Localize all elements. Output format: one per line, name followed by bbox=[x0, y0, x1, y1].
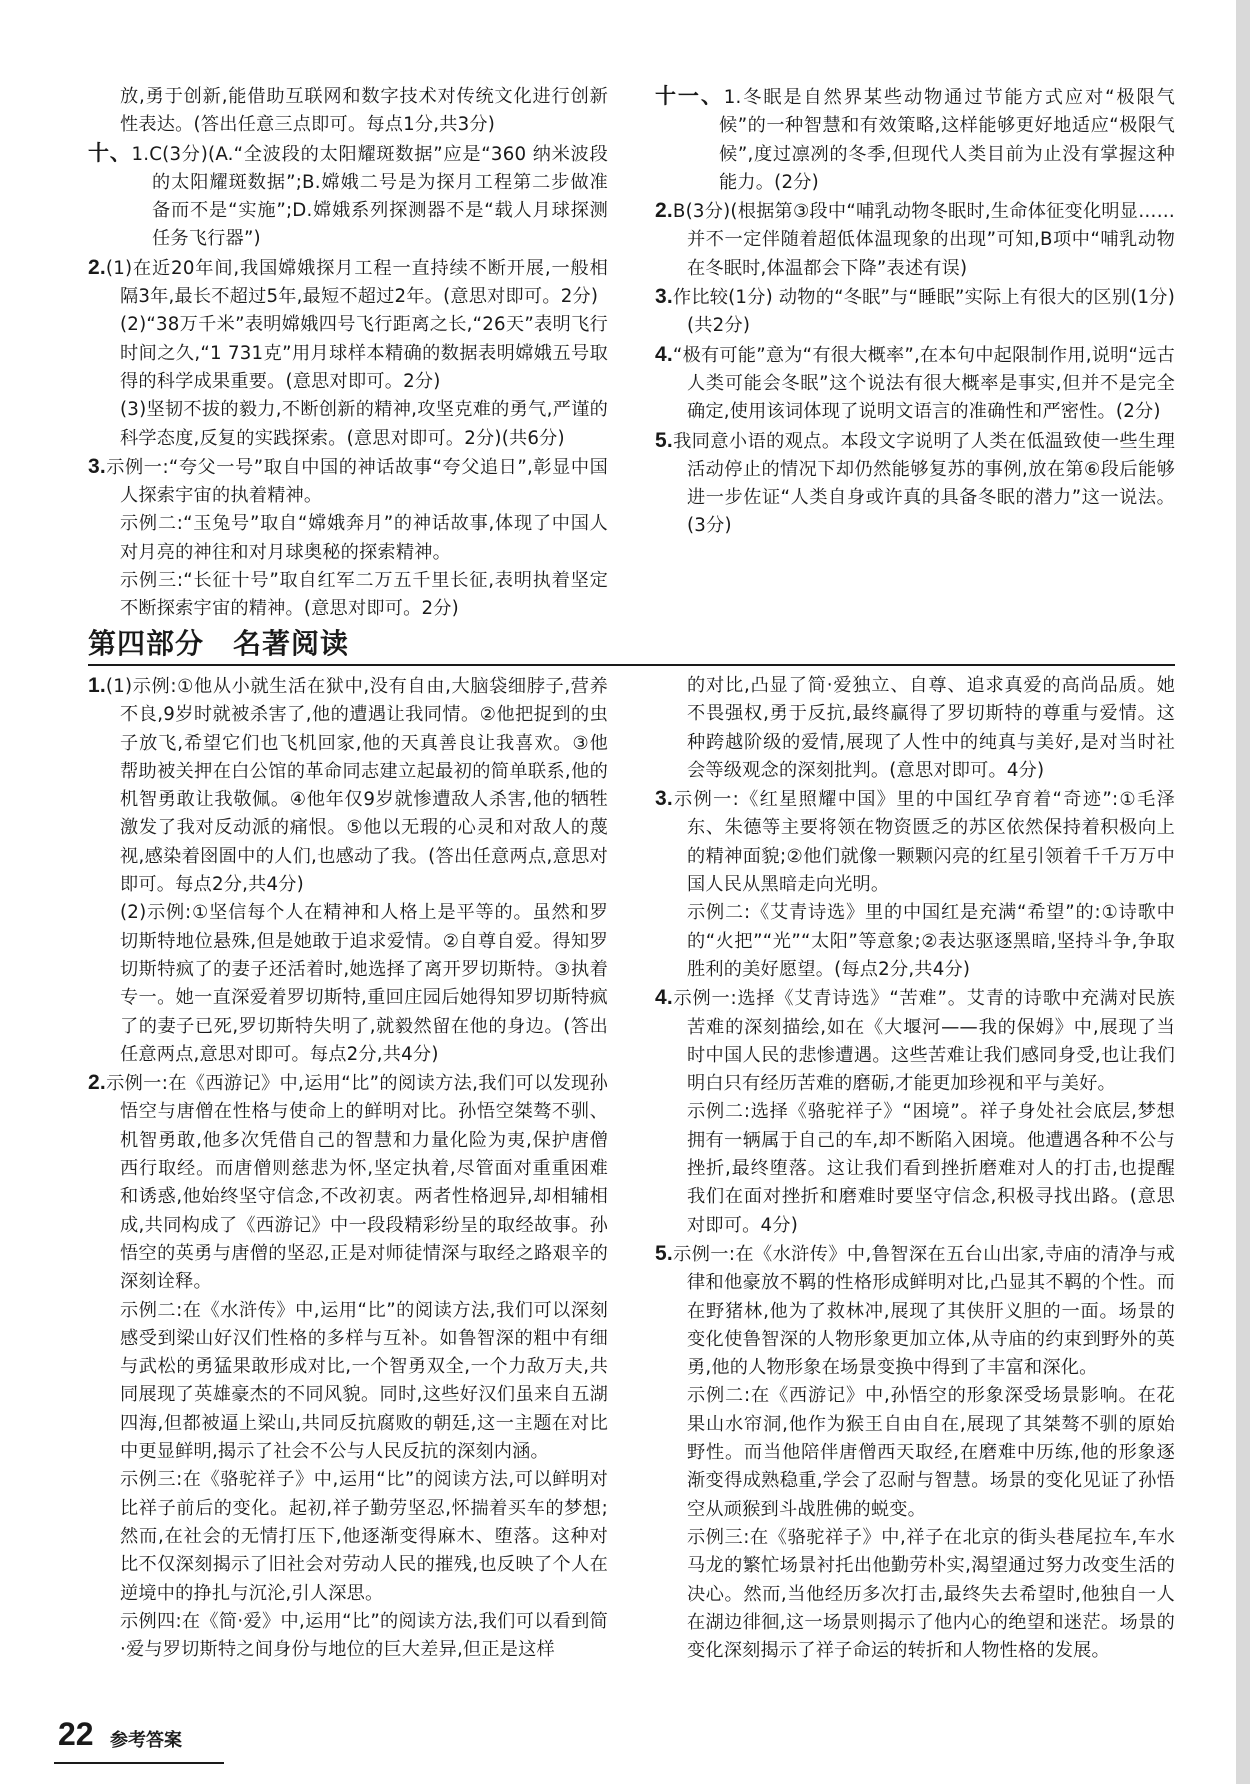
section-title: 第四部分 名著阅读 bbox=[88, 627, 350, 660]
answer-text: 示例一:《红星照耀中国》里的中国红孕育着“奇迹”:①毛泽东、朱德等主要将领在物资匮乏的苏区依然保持着积极向上的精神面貌;②他们就像一颗颗闪亮的红星引领着千千万万中国人民从黑暗走向光明。 bbox=[672, 789, 1175, 896]
answer-text: 示例三:在《骆驼祥子》中,运用“比”的阅读方法,可以鲜明对比祥子前后的变化。起初,祥子勤劳坚忍,怀揣着买车的梦想;然而,在社会的无情打压下,他逐渐变得麻木、堕落。这种对比不仅深刻揭示了旧社会对劳动人民的摧残,也反映了个人在逆境中的挣扎与沉沦,引人深思。 bbox=[120, 1469, 608, 1604]
answer-text: (1)在近20年间,我国嫦娥探月工程一直持续不断开展,一般相隔3年,最长不超过5年,最短不超过2年。(意思对即可。2分) bbox=[105, 257, 608, 308]
answer-text: 示例二:《艾青诗选》里的中国红是充满“希望”的:①诗歌中的“火把”“光”“太阳”等意象;②表达驱逐黑暗,坚持斗争,争取胜利的美好愿望。(每点2分,共4分) bbox=[687, 902, 1175, 980]
answers-column-bottom-left bbox=[88, 672, 608, 1664]
question-2 bbox=[88, 1069, 608, 1296]
paragraph: 放,勇于创新,能借助互联网和数字技术对传统文化进行创新性表达。(答出任意三点即可。每点1分,共3分) bbox=[120, 86, 608, 136]
question-10-item-1 bbox=[88, 140, 608, 254]
question-number: 3. bbox=[655, 787, 673, 811]
question-3 bbox=[655, 785, 1175, 899]
answer-text: 示例一:“夸父一号”取自中国的神话故事“夸父追日”,彰显中国人探索宇宙的执着精神。 bbox=[105, 456, 608, 507]
answer-text: 示例二:在《水浒传》中,运用“比”的阅读方法,我们可以深刻感受到梁山好汉们性格的多样与互补。如鲁智深的粗中有细与武松的勇猛果敢形成对比,一个智勇双全,一个力敌万夫,共同展现了英雄豪杰的不同风貌。同时,这些好汉们虽来自五湖四海,但都被逼上梁山,共同反抗腐败的朝廷,这一主题在对比中更显鲜明,揭示了社会不公与人民反抗的深刻内涵。 bbox=[120, 1299, 608, 1463]
answer-text: 1.冬眠是自然界某些动物通过节能方式应对“极限气候”的一种智慧和有效策略,这样能够更好地适应“极限气候”,度过凛冽的冬季,但现代人类目前为止没有掌握这种能力。(2分) bbox=[719, 87, 1175, 193]
footer-label: 参考答案 bbox=[110, 1730, 182, 1751]
question-5 bbox=[655, 427, 1175, 541]
answer-text: 示例一:在《西游记》中,运用“比”的阅读方法,我们可以发现孙悟空与唐僧在性格与使命上的鲜明对比。孙悟空桀骜不驯、机智勇敢,他多次凭借自己的智慧和力量化险为夷,保护唐僧西行取经。而唐僧则慈悲为怀,坚定执着,尽管面对重重困难和诱惑,他始终坚守信念,不改初衷。两者性格迥异,却相辅相成,共同构成了《西游记》中一段段精彩纷呈的取经故事。孙悟空的英勇与唐僧的坚忍,正是对师徒情深与取经之路艰辛的深刻诠释。 bbox=[105, 1073, 608, 1293]
question-4 bbox=[655, 984, 1175, 1098]
answer-text: 示例三:在《骆驼祥子》中,祥子在北京的街头巷尾拉车,车水马龙的繁忙场景衬托出他勤劳朴实,渴望通过努力改变生活的决心。然而,当他经历多次打击,最终失去希望时,他独自一人在湖边徘徊,这一场景则揭示了他内心的绝望和迷茫。场景的变化深刻揭示了祥子命运的转折和人物性格的发展。 bbox=[687, 1526, 1175, 1662]
question-number: 1. bbox=[88, 674, 106, 697]
question-2 bbox=[655, 197, 1175, 283]
answer-text: 示例四:在《简·爱》中,运用“比”的阅读方法,我们可以看到简·爱与罗切斯特之间身份与地位的巨大差异,但正是这样 bbox=[120, 1610, 608, 1661]
question-number: 5. bbox=[655, 428, 673, 452]
answer-text: 示例二:“玉兔号”取自“嫦娥奔月”的神话故事,体现了中国人对月亮的神往和对月球奥秘的探索精神。 bbox=[120, 513, 608, 563]
question-5 bbox=[655, 1240, 1175, 1382]
question-1 bbox=[88, 672, 608, 899]
question-number: 3. bbox=[88, 454, 106, 478]
section-heading bbox=[88, 620, 1175, 666]
question-11-item-1 bbox=[655, 83, 1175, 197]
answer-text: 示例三:“长征十号”取自红军二万五千里长征,表明执着坚定不断探索宇宙的精神。(意思对即可。2分) bbox=[120, 570, 608, 620]
answer-text: 示例一:在《水浒传》中,鲁智深在五台山出家,寺庙的清净与戒律和他豪放不羁的性格形成鲜明对比,凸显其不羁的个性。而在野猪林,他为了救林冲,展现了其侠肝义胆的一面。场景的变化使鲁智深的人物形象更加立体,从寺庙的约束到野外的英勇,他的人物形象在场景变换中得到了丰富和深化。 bbox=[672, 1243, 1175, 1379]
answer-text: 的对比,凸显了简·爱独立、自尊、追求真爱的高尚品质。她不畏强权,勇于反抗,最终赢得了罗切斯特的尊重与爱情。这种跨越阶级的爱情,展现了人性中的纯真与美好,是对当时社会等级观念的深刻批判。(意思对即可。4分) bbox=[687, 675, 1175, 781]
answer-text: 示例二:在《西游记》中,孙悟空的形象深受场景影响。在花果山水帘洞,他作为猴王自由自在,展现了其桀骜不驯的原始野性。而当他陪伴唐僧西天取经,在磨难中历练,他的形象逐渐变得成熟稳重,学会了忍耐与智慧。场景的变化见证了孙悟空从顽猴到斗战胜佛的蜕变。 bbox=[687, 1385, 1175, 1520]
answer-text: “极有可能”意为“有很大概率”,在本句中起限制作用,说明“远古人类可能会冬眠”这个说法有很大概率是事实,但并不是完全确定,使用该词体现了说明文语言的准确性和严密性。(2分) bbox=[672, 344, 1175, 423]
question-number: 十一、 bbox=[655, 85, 724, 108]
question-number: 5. bbox=[655, 1241, 673, 1265]
answer-text: 示例二:选择《骆驼祥子》“困境”。祥子身处社会底层,梦想拥有一辆属于自己的车,却不断陷入困境。他遭遇各种不公与挫折,最终堕落。这让我们看到挫折磨难对人的打击,也提醒我们在面对挫折和磨难时要坚守信念,积极寻找出路。(意思对即可。4分) bbox=[687, 1101, 1175, 1236]
answer-text: 作比较(1分) 动物的“冬眠”与“睡眠”实际上有很大的区别(1分)(共2分) bbox=[672, 287, 1175, 337]
question-4 bbox=[655, 341, 1175, 427]
question-2 bbox=[88, 254, 608, 312]
answer-text: (1)示例:①他从小就生活在狱中,没有自由,大脑袋细脖子,营养不良,9岁时就被杀害了,他的遭遇让我同情。②他把捉到的虫子放飞,希望它们也飞机回家,他的天真善良让我喜欢。③他帮助被关押在白公馆的革命同志建立起最初的简单联系,他的机智勇敢让我敬佩。④他年仅9岁就惨遭敌人杀害,他的牺牲激发了我对反动派的痛恨。⑤他以无瑕的心灵和对敌人的蔑视,感染着囹圄中的人们,也感动了我。(答出任意两点,意思对即可。每点2分,共4分) bbox=[105, 676, 608, 896]
answers-column-top-right bbox=[655, 83, 1175, 541]
question-3 bbox=[88, 453, 608, 511]
question-number: 2. bbox=[88, 1071, 106, 1095]
answer-text: 示例一:选择《艾青诗选》“苦难”。艾青的诗歌中充满对民族苦难的深刻描绘,如在《大堰河——我的保姆》中,展现了当时中国人民的悲惨遭遇。这些苦难让我们感同身受,也让我们明白只有经历苦难的磨砺,才能更加珍视和平与美好。 bbox=[672, 988, 1175, 1095]
answer-text: (2)示例:①坚信每个人在精神和人格上是平等的。虽然和罗切斯特地位悬殊,但是她敢于追求爱情。②自尊自爱。得知罗切斯特疯了的妻子还活着时,她选择了离开罗切斯特。③执着专一。她一直深爱着罗切斯特,重回庄园后她得知罗切斯特疯了的妻子已死,罗切斯特失明了,就毅然留在他的身边。(答出任意两点,意思对即可。每点2分,共4分) bbox=[120, 902, 608, 1065]
question-3 bbox=[655, 283, 1175, 341]
answer-text: B(3分)(根据第③段中“哺乳动物冬眠时,生命体征变化明显……并不一定伴随着超低体温现象的出现”可知,B项中“哺乳动物在冬眠时,体温都会下降”表述有误) bbox=[672, 201, 1175, 279]
question-number: 4. bbox=[655, 342, 673, 366]
answers-column-bottom-right bbox=[655, 672, 1175, 1665]
question-number: 2. bbox=[88, 255, 106, 279]
question-number: 3. bbox=[655, 285, 673, 309]
answer-text: 1.C(3分)(A.“全波段的太阳耀斑数据”应是“360 纳米波段的太阳耀斑数据”;B.嫦娥二号是为探月工程第二步做准备而不是“实施”;D.嫦娥系列探测器不是“载人月球探测任务飞行器”) bbox=[131, 143, 608, 250]
answer-text: (2)“38万千米”表明嫦娥四号飞行距离之长,“26天”表明飞行时间之久,“1 731克”用月球样本精确的数据表明嫦娥五号取得的科学成果重要。(意思对即可。2分) bbox=[120, 314, 608, 392]
question-number: 2. bbox=[655, 199, 673, 223]
page-edge bbox=[1236, 0, 1250, 1784]
page-footer bbox=[40, 1716, 190, 1756]
question-number: 4. bbox=[655, 986, 673, 1010]
footer-rule bbox=[54, 1762, 224, 1764]
answer-text: 我同意小语的观点。本段文字说明了人类在低温致使一些生理活动停止的情况下却仍然能够复苏的事例,放在第⑥段后能够进一步佐证“人类自身或许真的具备冬眠的潜力”这一说法。(3分) bbox=[672, 430, 1175, 537]
page-number: 22 bbox=[58, 1716, 94, 1752]
answer-text: (3)坚韧不拔的毅力,不断创新的精神,攻坚克难的勇气,严谨的科学态度,反复的实践探索。(意思对即可。2分)(共6分) bbox=[120, 399, 608, 449]
answers-column-top-left bbox=[88, 83, 608, 624]
question-number: 十、 bbox=[88, 141, 132, 165]
